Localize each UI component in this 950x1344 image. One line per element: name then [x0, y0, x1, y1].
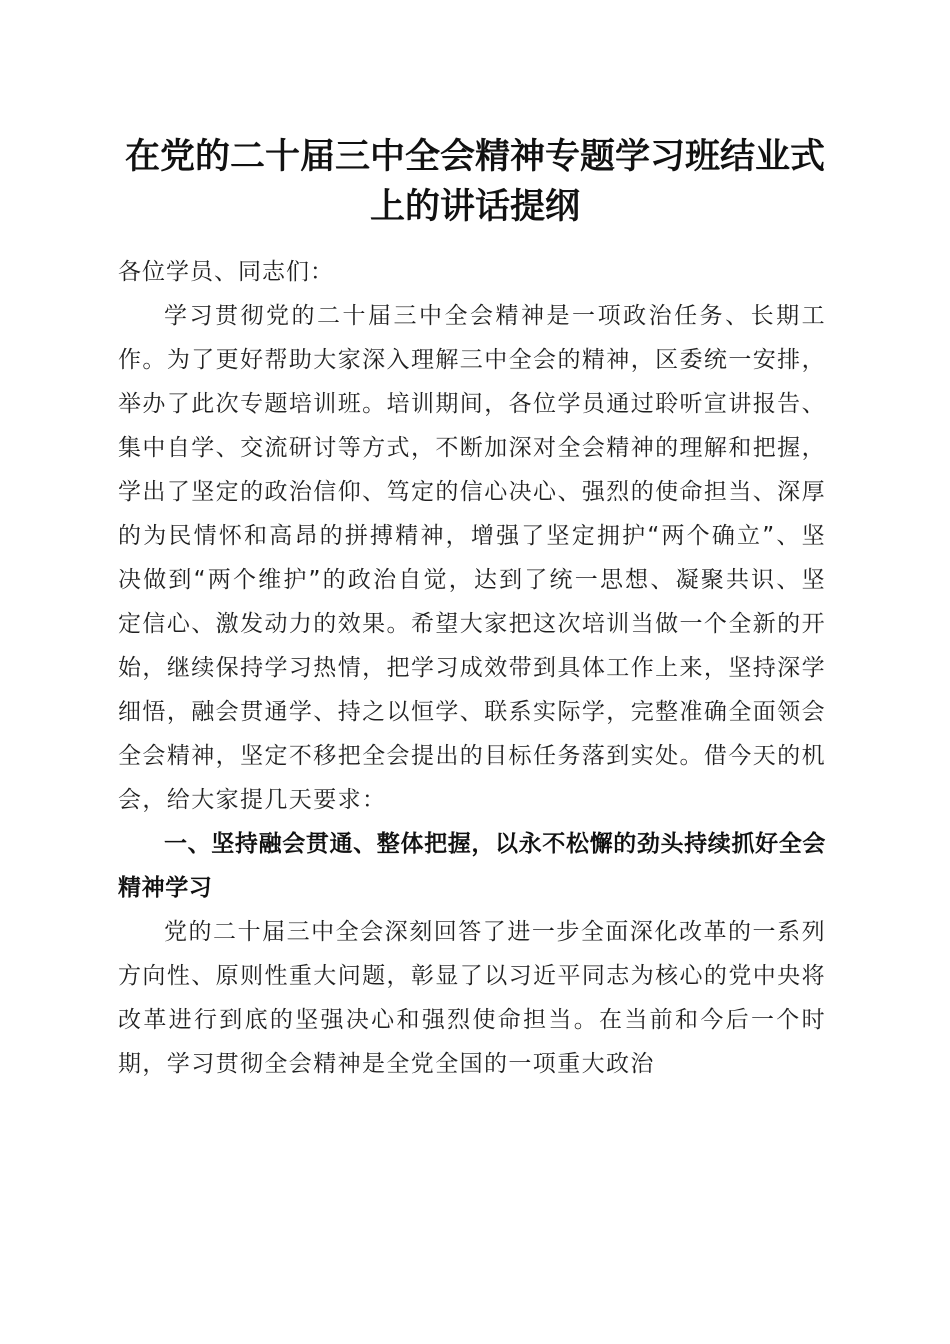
- paragraph-intro: 学习贯彻党的二十届三中全会精神是一项政治任务、长期工作。为了更好帮助大家深入理解三中全会的精神，区委统一安排，举办了此次专题培训班。培训期间，各位学员通过聆听宣讲报告、集中自学、交流研讨等方式，不断加深对全会精神的理解和把握，学出了坚定的政治信仰、笃定的信心决心、强烈的使命担当、深厚的为民情怀和高昂的拼搏精神，增强了坚定拥护“两个确立”、坚决做到“两个维护”的政治自觉，达到了统一思想、凝聚共识、坚定信心、激发动力的效果。希望大家把这次培训当做一个全新的开始，继续保持学习热情，把学习成效带到具体工作上来，坚持深学细悟，融会贯通学、持之以恒学、联系实际学，完整准确全面领会全会精神，坚定不移把全会提出的目标任务落到实处。借今天的机会，给大家提几天要求：: [118, 303, 826, 813]
- paragraph-section-1: 党的二十届三中全会深刻回答了进一步全面深化改革的一系列方向性、原则性重大问题，彰显了以习近平同志为核心的党中央将改革进行到底的坚强决心和强烈使命担当。在当前和今后一个时期，学习贯彻全会精神是全党全国的一项重大政治: [118, 919, 826, 1077]
- title-line-1: 在党的二十届三中全会精神专题学习班结业式: [124, 136, 825, 177]
- section-heading-1: 一、坚持融会贯通、整体把握，以永不松懈的劲头持续抓好全会精神学习: [118, 831, 826, 901]
- document-title: [100, 132, 850, 232]
- title-line-2: 上的讲话提纲: [369, 186, 580, 227]
- document-body: [118, 250, 826, 1086]
- salutation: 各位学员、同志们：: [118, 259, 334, 285]
